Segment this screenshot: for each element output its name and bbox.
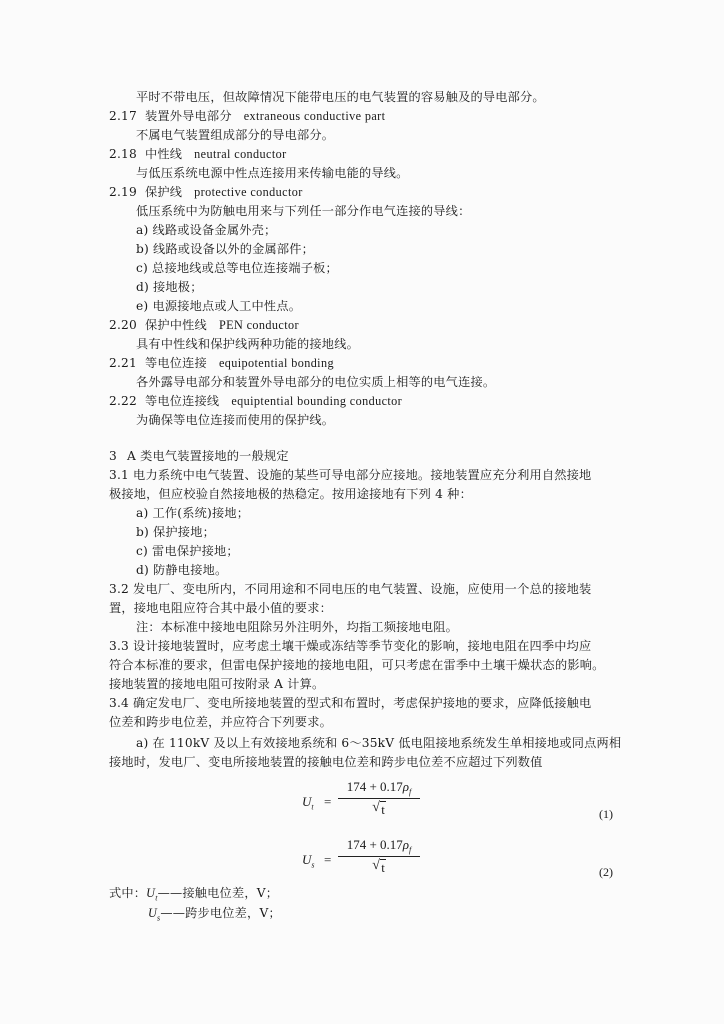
sqrt-symbol: √ t: [372, 858, 385, 875]
where-clause-line-2: [148, 906, 281, 925]
paragraph: a) 在 110kV 及以上有效接地系统和 6～35kV 低电阻接地系统发生单相接地或同点两相: [136, 736, 622, 750]
paragraph: 3.1 电力系统中电气装置、设施的某些可导电部分应接地。接地装置应充分利用自然接地: [109, 468, 592, 482]
section-number: 2.20: [109, 318, 137, 332]
paragraph: 3.2 发电厂、变电所内，不同用途和不同电压的电气装置、设施，应使用一个总的接地装: [109, 582, 592, 596]
heading-zh: 等电位连接线: [145, 394, 220, 408]
section-heading-2-17: [109, 109, 385, 124]
list-item: e) 电源接地点或人工中性点。: [136, 299, 302, 313]
equation-lhs: $U_t$: [302, 794, 314, 812]
fraction: [338, 836, 420, 877]
heading-zh: 等电位连接: [145, 356, 207, 370]
chapter-number: 3: [109, 449, 117, 463]
equation-1: [302, 778, 432, 828]
paragraph: 与低压系统电源中性点连接用来传输电能的导线。: [136, 166, 409, 180]
section-number: 2.18: [109, 147, 137, 161]
heading-en: PEN conductor: [218, 318, 299, 332]
heading-zh: 保护线: [145, 185, 183, 199]
equals-sign: =: [324, 852, 332, 867]
symbol: $U_s$: [148, 906, 161, 923]
list-item: d) 接地极；: [136, 280, 203, 294]
heading-en: equiptential bounding conductor: [231, 394, 403, 408]
paragraph: 极接地，但应校验自然接地极的热稳定。按用途接地有下列 4 种：: [109, 487, 472, 501]
paragraph: 低压系统中为防触电用来与下列任一部分作电气连接的导线：: [136, 204, 471, 218]
symbol-description: ——接触电位差，V；: [157, 886, 279, 900]
symbol-description: ——跨步电位差，V；: [160, 906, 281, 920]
section-heading-2-21: [109, 356, 334, 371]
list-item: d) 防静电接地。: [136, 563, 228, 577]
equals-sign: =: [324, 794, 332, 809]
heading-en: extraneous conductive part: [243, 109, 386, 123]
section-heading-2-18: [109, 147, 287, 162]
paragraph: 3.4 确定发电厂、变电所接地装置的型式和布置时，考虑保护接地的要求，应降低接触电: [109, 696, 592, 710]
section-number: 2.17: [109, 109, 137, 123]
equation-number: (2): [599, 865, 613, 879]
equation-number: (1): [599, 807, 613, 821]
paragraph: 不属电气装置组成部分的导电部分。: [136, 128, 335, 142]
numerator: $174 + 0.17\rho_f$: [346, 779, 412, 797]
paragraph: 为确保等电位连接而使用的保护线。: [136, 413, 335, 427]
note: 注：本标准中接地电阻除另外注明外，均指工频接地电阻。: [136, 620, 459, 634]
equation-2: [302, 836, 432, 886]
list-item: a) 线路或设备金属外壳；: [136, 223, 277, 237]
list-item: b) 线路或设备以外的金属部件；: [136, 242, 315, 256]
paragraph: 平时不带电压，但故障情况下能带电压的电气装置的容易触及的导电部分。: [136, 90, 545, 104]
heading-en: equipotential bonding: [218, 356, 334, 370]
chapter-heading-3: [109, 449, 289, 464]
heading-en: neutral conductor: [194, 147, 287, 161]
where-clause-line-1: [109, 886, 278, 905]
paragraph: 具有中性线和保护线两种功能的接地线。: [136, 337, 359, 351]
section-heading-2-22: [109, 394, 402, 409]
heading-en: protective conductor: [194, 185, 303, 199]
paragraph: 各外露导电部分和装置外导电部分的电位实质上相等的电气连接。: [136, 375, 496, 389]
paragraph: 符合本标准的要求，但雷电保护接地的接地电阻，可只考虑在雷季中土壤干燥状态的影响。: [109, 658, 605, 672]
where-intro: 式中：: [109, 886, 147, 900]
list-item: b) 保护接地；: [136, 525, 215, 539]
paragraph: 位差和跨步电位差，并应符合下列要求。: [109, 715, 332, 729]
section-heading-2-20: [109, 318, 299, 333]
paragraph: 3.3 设计接地装置时，应考虑土壤干燥或冻结等季节变化的影响，接地电阻在四季中均应: [109, 639, 592, 653]
list-item: c) 总接地线或总等电位连接端子板；: [136, 261, 338, 275]
equation-lhs: $U_s$: [302, 852, 315, 870]
heading-zh: 中性线: [145, 147, 183, 161]
heading-zh: 保护中性线: [145, 318, 207, 332]
section-number: 2.19: [109, 185, 137, 199]
section-number: 2.21: [109, 356, 137, 370]
heading-zh: 装置外导电部分: [145, 109, 232, 123]
numerator: $174 + 0.17\rho_f$: [346, 837, 412, 855]
symbol: $U_t$: [146, 886, 158, 903]
denominator: [338, 801, 420, 819]
section-number: 2.22: [109, 394, 137, 408]
sqrt-symbol: √ t: [372, 800, 385, 817]
list-item: c) 雷电保护接地；: [136, 544, 239, 558]
section-heading-2-19: [109, 185, 303, 200]
paragraph: 接地装置的接地电阻可按附录 A 计算。: [109, 677, 325, 691]
chapter-title: A 类电气装置接地的一般规定: [127, 449, 289, 463]
fraction: [338, 778, 420, 819]
paragraph: 置，接地电阻应符合其中最小值的要求：: [109, 601, 332, 615]
paragraph: 接地时，发电厂、变电所接地装置的接触电位差和跨步电位差不应超过下列数值: [109, 755, 543, 769]
list-item: a) 工作(系统)接地；: [136, 506, 250, 520]
denominator: [338, 859, 420, 877]
